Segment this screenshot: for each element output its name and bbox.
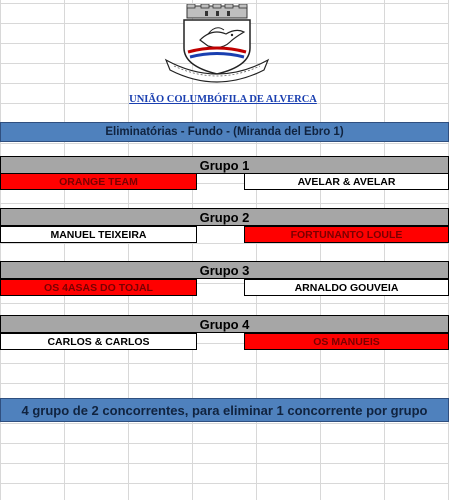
competition-title-bar: Eliminatórias - Fundo - (Miranda del Ebro 1): [0, 122, 449, 142]
group-3-team-right: ARNALDO GOUVEIA: [244, 279, 449, 296]
group-1-header: Grupo 1: [0, 156, 449, 174]
elimination-note-bar: 4 grupo de 2 concorrentes, para eliminar 1 concorrente por grupo: [0, 398, 449, 422]
group-1-team-right: AVELAR & AVELAR: [244, 173, 449, 190]
group-2-team-right: FORTUNANTO LOULE: [244, 226, 449, 243]
group-4-team-right: OS MANUEIS: [244, 333, 449, 350]
club-title: UNIÃO COLUMBÓFILA DE ALVERCA: [129, 94, 317, 105]
group-3-header: Grupo 3: [0, 261, 449, 279]
group-3-team-left: OS 4ASAS DO TOJAL: [0, 279, 197, 296]
group-2-team-left: MANUEL TEIXEIRA: [0, 226, 197, 243]
group-4-header: Grupo 4: [0, 315, 449, 333]
club-crest-logo: [160, 4, 274, 84]
group-2-header: Grupo 2: [0, 208, 449, 226]
group-1-team-left: ORANGE TEAM: [0, 173, 197, 190]
group-4-team-left: CARLOS & CARLOS: [0, 333, 197, 350]
crest-emblem-icon: [160, 4, 274, 84]
